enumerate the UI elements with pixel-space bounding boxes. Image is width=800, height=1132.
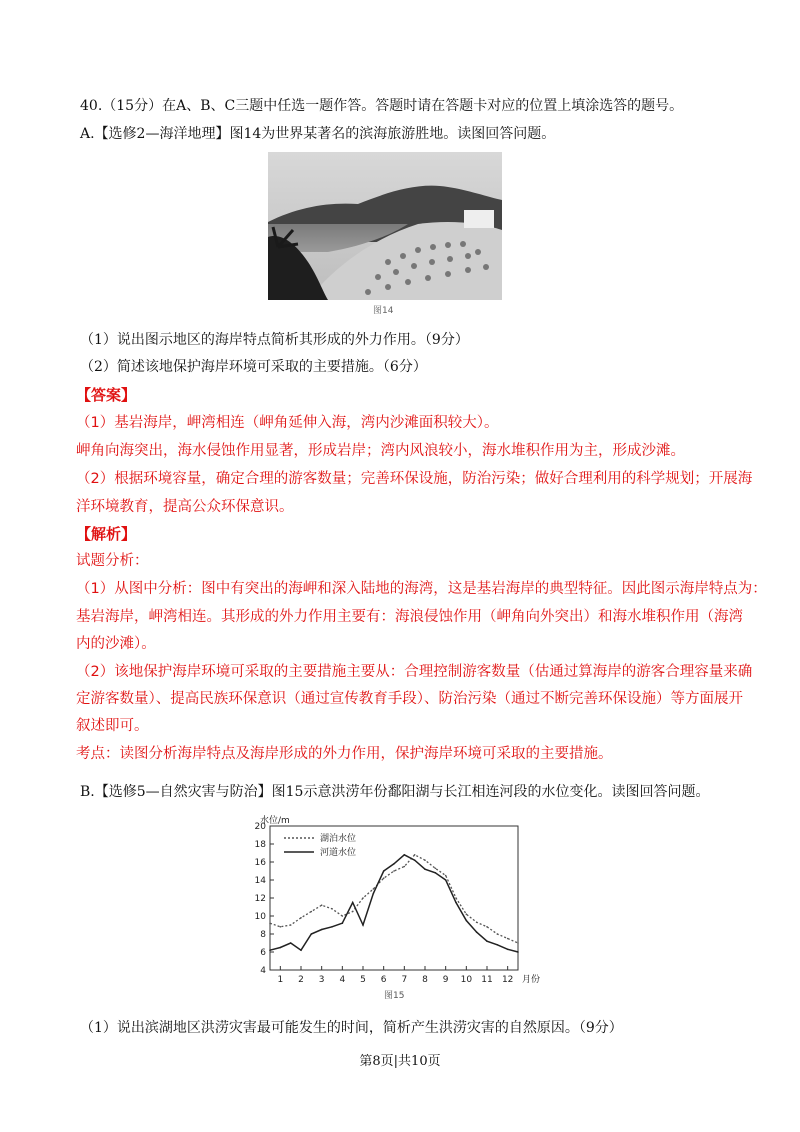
x-tick-label: 8	[422, 975, 428, 985]
x-tick-label: 11	[481, 975, 493, 985]
answer-line: （2）根据环境容量，确定合理的游客数量；完善环保设施，防治污染；做好合理利用的科学规划；开展海	[76, 471, 753, 487]
part-a-question-2: （2）简述该地保护海岸环境可采取的主要措施。（6分）	[80, 359, 427, 375]
legend-label: 湖泊水位	[320, 834, 357, 844]
y-tick-label: 18	[254, 840, 266, 850]
data-point	[497, 933, 499, 935]
x-axis-label: 月份	[522, 975, 541, 985]
y-tick-label: 10	[254, 912, 266, 922]
analysis-line: 叙述即可。	[76, 718, 149, 734]
analysis-line: 内的沙滩）。	[76, 636, 156, 652]
x-tick-label: 12	[501, 975, 514, 985]
data-point	[290, 942, 292, 944]
x-tick-label: 1	[277, 975, 284, 985]
x-tick-label: 10	[460, 975, 473, 985]
y-tick-label: 14	[254, 876, 266, 886]
analysis-line: （1）从图中分析：图中有突出的海岬和深入陆地的海湾，这是基岩海岸的典型特征。因此图示海岸特点为：	[76, 581, 767, 597]
data-point	[280, 947, 282, 949]
data-point	[342, 922, 344, 924]
data-point	[497, 944, 499, 946]
data-point	[517, 951, 519, 953]
data-point	[424, 868, 426, 870]
figure-14-caption: 图14	[373, 306, 394, 316]
data-point	[300, 949, 302, 951]
data-point	[486, 926, 488, 928]
data-point	[455, 902, 457, 904]
part-a-title: A.【选修2—海洋地理】图14为世界某著名的滨海旅游胜地。读图回答问题。	[80, 126, 556, 142]
data-point	[373, 888, 375, 890]
y-tick-label: 20	[254, 822, 266, 832]
data-point	[414, 859, 416, 861]
data-point	[331, 908, 333, 910]
part-b-title: B.【选修5—自然灾害与防治】图15示意洪涝年份鄱阳湖与长江相连河段的水位变化。读图回答问题。	[80, 784, 710, 800]
data-point	[352, 911, 354, 913]
analysis-line: 基岩海岸，岬湾相连。其形成的外力作用主要有：海浪侵蚀作用（岬角向外突出）和海水堆积作用（海湾	[76, 609, 743, 625]
series-line-river	[270, 855, 518, 952]
legend-label: 河道水位	[320, 848, 357, 858]
series-line-lake	[270, 855, 518, 943]
x-tick-label: 7	[401, 975, 408, 985]
page-footer: 第8页|共10页	[359, 1054, 441, 1069]
beach-photo	[268, 152, 502, 300]
y-tick-label: 4	[260, 966, 266, 976]
y-tick-label: 12	[254, 894, 266, 904]
analysis-label: 【解析】	[76, 525, 137, 543]
analysis-line: 定游客数量）、提高民族环保意识（通过宣传教育手段）、防治污染（通过不断完善环保设施）等方面展开	[76, 691, 743, 707]
data-point	[311, 933, 313, 935]
data-point	[362, 924, 364, 926]
data-point	[352, 902, 354, 904]
data-point	[507, 938, 509, 940]
x-tick-label: 9	[442, 975, 449, 985]
data-point	[290, 924, 292, 926]
data-point	[445, 879, 447, 881]
part-a-question-1: （1）说出图示地区的海岸特点简析其形成的外力作用。（9分）	[80, 332, 469, 348]
part-b-question-1: （1）说出滨湖地区洪涝灾害最可能发生的时间，简析产生洪涝灾害的自然原因。（9分）	[80, 1020, 623, 1036]
y-tick-label: 16	[254, 858, 266, 868]
x-tick-label: 2	[298, 975, 304, 985]
data-point	[455, 897, 457, 899]
data-point	[404, 854, 406, 856]
y-tick-label: 8	[260, 930, 266, 940]
data-point	[269, 949, 271, 951]
data-point	[435, 868, 437, 870]
data-point	[383, 877, 385, 879]
question-header: 40.（15分）在A、B、C三题中任选一题作答。答题时请在答题卡对应的位置上填涂选答的题号。	[80, 98, 684, 114]
data-point	[445, 875, 447, 877]
data-point	[404, 866, 406, 868]
data-point	[373, 893, 375, 895]
answer-line: 岬角向海突出，海水侵蚀作用显著，形成岩岸；湾内风浪较小，海水堆积作用为主，形成沙滩。	[76, 443, 685, 459]
data-point	[393, 870, 395, 872]
data-point	[476, 922, 478, 924]
x-tick-label: 3	[318, 975, 325, 985]
data-point	[321, 904, 323, 906]
data-point	[393, 863, 395, 865]
data-point	[321, 929, 323, 931]
data-point	[331, 926, 333, 928]
data-point	[342, 915, 344, 917]
analysis-line: （2）该地保护海岸环境可采取的主要措施主要从：合理控制游客数量（估通过算海岸的游客合理容量来确	[76, 664, 753, 680]
x-tick-label: 6	[380, 975, 387, 985]
answer-label: 【答案】	[76, 386, 137, 404]
data-point	[517, 942, 519, 944]
data-point	[362, 897, 364, 899]
water-level-chart	[232, 812, 562, 1004]
data-point	[280, 926, 282, 928]
data-point	[435, 872, 437, 874]
data-point	[507, 949, 509, 951]
data-point	[424, 859, 426, 861]
answer-line: （1）基岩海岸，岬湾相连（岬角延伸入海，湾内沙滩面积较大）。	[76, 415, 499, 431]
data-point	[486, 940, 488, 942]
data-point	[476, 931, 478, 933]
analysis-line: 试题分析：	[76, 553, 149, 569]
y-axis-label: 水位/m	[260, 816, 290, 826]
y-tick-label: 6	[260, 948, 266, 958]
data-point	[466, 913, 468, 915]
plot-frame	[270, 826, 518, 970]
data-point	[383, 870, 385, 872]
x-tick-label: 5	[360, 975, 366, 985]
x-tick-label: 4	[339, 975, 346, 985]
analysis-line: 考点：读图分析海岸特点及海岸形成的外力作用，保护海岸环境可采取的主要措施。	[76, 746, 613, 762]
data-point	[466, 920, 468, 922]
data-point	[414, 854, 416, 856]
data-point	[269, 922, 271, 924]
data-point	[300, 917, 302, 919]
figure-15-caption: 图15	[384, 991, 405, 1001]
beach-scene-image	[268, 152, 502, 300]
data-point	[311, 911, 313, 913]
water-level-chart-svg	[232, 812, 562, 1004]
answer-line: 洋环境教育，提高公众环保意识。	[76, 499, 294, 515]
